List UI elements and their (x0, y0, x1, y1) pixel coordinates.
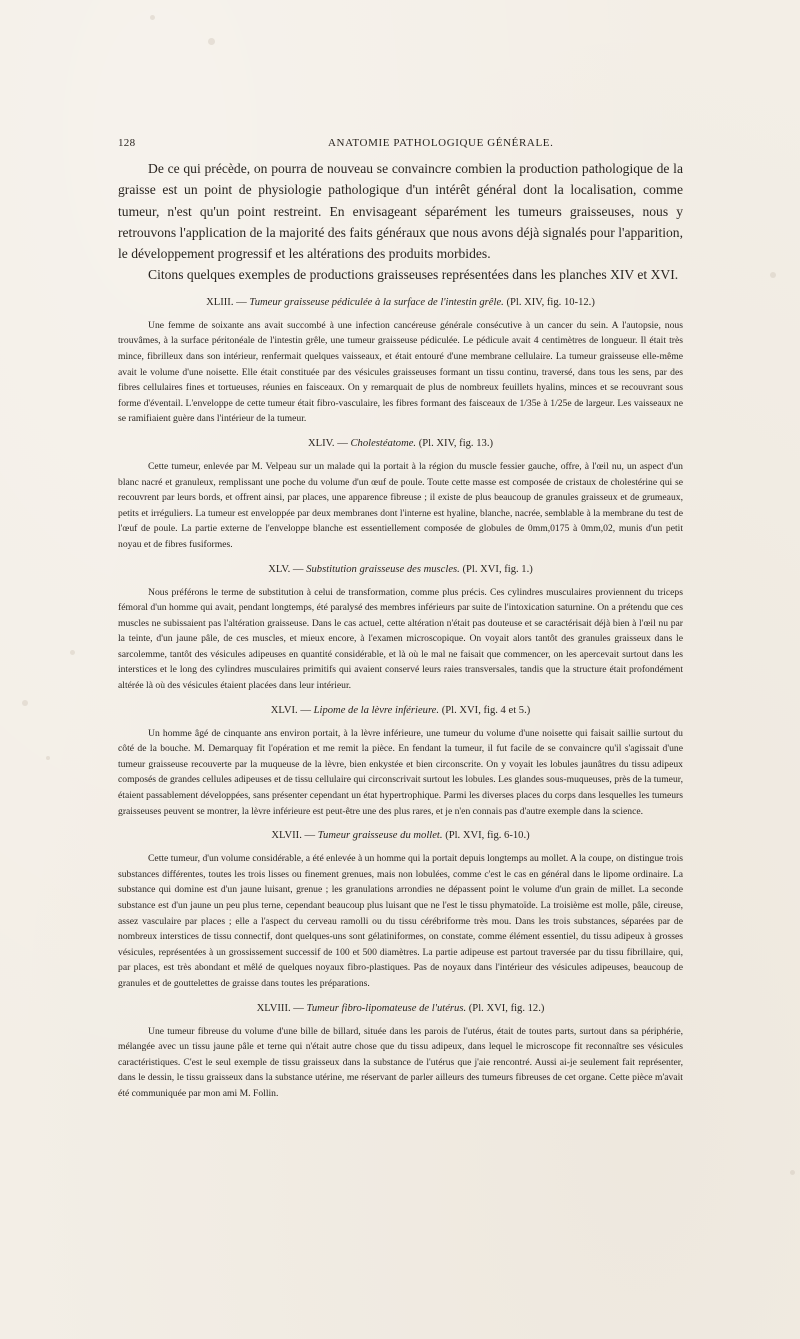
page-number: 128 (118, 137, 136, 149)
case-body: Nous préférons le terme de substitution à celui de transformation, comme plus précis. Ces cylindres musculaires proviennent du triceps fémoral d'un homme qui avait, pendant longtemps, été paralysé des membres inférieurs par suite de l'intoxication saturnine. On a prétendu que ces muscles ne subissaient pas l'altération graisseuse. Dans le cas actuel, cette altération n'était pas douteuse et se caractérisait déjà bien à l'œil nu par la teinte, d'un jaune pâle, de ces muscles, et mieux encore, à l'examen microscopique. On voyait alors tantôt des granules graisseux dans le sarcolemme, tantôt des vésicules adipeuses en quantité considérable, et là où le mal ne faisait que commencer, on les apercevait surtout dans les interstices et le long des cylindres musculaires primitifs qui avaient conservé leurs raies transversales, tandis que la structure était profondément altérée là où des vésicules étaient placées dans leur intérieur. (118, 586, 683, 692)
case-reference: (Pl. XIV, fig. 10-12.) (506, 296, 595, 308)
case-heading (118, 437, 683, 451)
case-body: Une femme de soixante ans avait succombé à une infection cancéreuse générale consécutive à un cancer du sein. A l'autopsie, nous trouvâmes, à la surface péritonéale de l'intestin grêle, une tumeur graisseuse pédiculée. Le pédicule avait 4 centimètres de longueur. Il était très mince, fibrilleux dans son intérieur, renfermait quelques vaisseaux, et était entouré d'une membrane cellulaire. La tumeur graisseuse elle-même avait le volume d'une noisette. Elle était constituée par des vésicules graisseuses formant un tissu continu, traversé, dans tous les sens, par des fibres cellulaires fines et tortueuses, réunies en faisceaux. On y remarquait de plus de nombreux feuillets hyalins, minces et se recouvrant sous forme d'éventail. L'enveloppe de cette tumeur était fibro-vasculaire, les fibres formant des faisceaux de 1/35e à 1/25e de largeur. Les vaisseaux ne se ramifiaient guère dans l'intérieur de la tumeur. (118, 319, 683, 425)
case-reference: (Pl. XVI, fig. 6-10.) (445, 830, 530, 842)
case-title: Tumeur graisseuse du mollet. (317, 830, 443, 842)
case-number: XLVIII. — (256, 1002, 304, 1014)
case-body: Cette tumeur, d'un volume considérable, a été enlevée à un homme qui la portait depuis longtemps au mollet. A la coupe, on distingue trois substances différentes, toutes les trois lisses ou finement grenues, mais non lobulées, comme c'est le cas en général dans le lipome ordinaire. La substance qui domine est d'un jaune luisant, grenue ; les granulations arrondies ne dépassent point le volume d'un grain de millet. La seconde substance est d'un jaune un peu plus terne, cependant beaucoup plus luisant que ne l'est le tissu phymatoïde. La troisième est molle, pâle, cireuse, assez vasculaire par places ; elle a l'aspect du cerveau ramolli ou du tissu cérébriforme très mou. Dans les trois substances, séparées par de nombreux interstices de tissu connectif, dont quelques-uns sont gélatiniformes, on constate, comme élément essentiel, du tissu adipeux à grosses vésicules, représentées à un grossissement successif de 100 et 500 diamètres. La partie adipeuse est partout traversée par du tissu fibrillaire, qui, par places, est très abondant et mêlé de quelques noyaux fibro-plastiques. Pas de noyaux dans l'intérieur des vésicules adipeuses, beaucoup de granules et de gouttelettes de graisse dans toutes les préparations. (118, 853, 683, 989)
case-number: XLVII. — (271, 830, 316, 842)
case-heading (118, 704, 683, 718)
case-body: Un homme âgé de cinquante ans environ portait, à la lèvre inférieure, une tumeur du volume d'une noisette qui faisait saillie surtout du côté de la bouche. M. Demarquay fit l'opération et me remit la pièce. En fendant la tumeur, il fut facile de se convaincre qu'il s'agissait d'une tumeur graisseuse recouverte par la muqueuse de la lèvre, bien enkystée et bien circonscrite. On y voyait les lobules jaunâtres du tissu adipeux composés de grandes cellules adipeuses et de tissu cellulaire qui circonscrivait surtout les lobules. Les glandes sous-muqueuses, près de la tumeur, étaient passablement développées, sans présenter cependant un état hypertrophique. Parmi les diverses places du corps dans lesquelles les tumeurs graisseuses peuvent se montrer, la lèvre inférieure est peut-être une des plus rares, et je n'en connais pas d'autre exemple dans la science. (118, 727, 683, 817)
case-xliv (118, 437, 683, 553)
case-xliii (118, 296, 683, 427)
paper-speck (208, 38, 215, 45)
case-reference: (Pl. XIV, fig. 13.) (418, 437, 494, 449)
case-number: XLIV. — (307, 437, 348, 449)
paper-speck (770, 272, 776, 278)
case-heading (118, 1002, 683, 1016)
case-heading (118, 296, 683, 310)
page-content (118, 158, 683, 1102)
case-xlvii (118, 829, 683, 991)
case-body: Une tumeur fibreuse du volume d'une bille de billard, située dans les parois de l'utérus, était de toutes parts, surtout dans sa périphérie, mélangée avec un tissu jaune pâle et terne qui n'était autre chose que du tissu adipeux, dans lequel le microscope fit reconnaître ses vésicules caractéristiques. C'est le seul exemple de tissu graisseux dans la substance de l'utérus que j'aie rencontré. Aussi ai-je seulement fait représenter, dans le dessin, le tissu graisseux dans la substance utérine, me réservant de parler ailleurs des tumeurs fibreuses de cet organe. Cette pièce m'avait été communiquée par mon ami M. Follin. (118, 1025, 683, 1099)
paper-speck (70, 650, 75, 655)
case-reference: (Pl. XVI, fig. 4 et 5.) (441, 704, 531, 716)
case-number: XLV. — (268, 563, 304, 575)
case-body: Cette tumeur, enlevée par M. Velpeau sur un malade qui la portait à la région du muscle fessier gauche, offre, à l'œil nu, un aspect d'un blanc nacré et granuleux, remplissant une poche du volume d'un œuf de poule. Toute cette masse est composée de cristaux de cholestérine qui se recouvrent par leurs bords, et offrent ainsi, par places, une apparence fibreuse ; il existe de plus beaucoup de granules graisseux et de grumeaux, petits et irréguliers. La tumeur est enveloppée par deux membranes dont l'interne est hyaline, blanche, nacrée, semblable à la membrane du test de l'œuf de poule. La partie externe de l'enveloppe blanche est essentiellement composée de globules de 0mm,0175 à 0mm,02, munis d'un petit noyau et de fibres fusiformes. (118, 460, 683, 550)
paper-speck (150, 15, 155, 20)
paper-speck (46, 756, 50, 760)
case-title: Lipome de la lèvre inférieure. (313, 704, 440, 716)
case-title: Tumeur graisseuse pédiculée à la surface de l'intestin grêle. (249, 296, 504, 308)
case-number: XLVI. — (270, 704, 311, 716)
case-number: XLIII. — (206, 296, 247, 308)
paper-speck (790, 1170, 795, 1175)
case-reference: (Pl. XVI, fig. 12.) (468, 1002, 545, 1014)
intro (118, 158, 683, 286)
case-title: Cholestéatome. (350, 437, 417, 449)
case-xlv (118, 563, 683, 694)
case-title: Tumeur fibro-lipomateuse de l'utérus. (306, 1002, 467, 1014)
intro-paragraph: De ce qui précède, on pourra de nouveau se convaincre combien la production pathologique de la graisse est un point de physiologie pathologique d'un intérêt général dont la localisation, comme tumeur, n'est qu'un point restreint. En envisageant séparément les tumeurs graisseuses, nous y retrouvons l'application de la majorité des faits généraux que nous avons déjà signalés pour l'apparition, le développement progressif et les altérations des produits morbides. (118, 161, 683, 262)
paper-speck (22, 700, 28, 706)
intro-paragraph: Citons quelques exemples de productions graisseuses représentées dans les planches XIV et XVI. (148, 267, 679, 283)
case-heading (118, 829, 683, 843)
case-xlviii (118, 1002, 683, 1102)
case-heading (118, 563, 683, 577)
running-title: ANATOMIE PATHOLOGIQUE GÉNÉRALE. (328, 137, 554, 149)
case-reference: (Pl. XVI, fig. 1.) (462, 563, 533, 575)
case-xlvi (118, 704, 683, 820)
case-title: Substitution graisseuse des muscles. (306, 563, 460, 575)
